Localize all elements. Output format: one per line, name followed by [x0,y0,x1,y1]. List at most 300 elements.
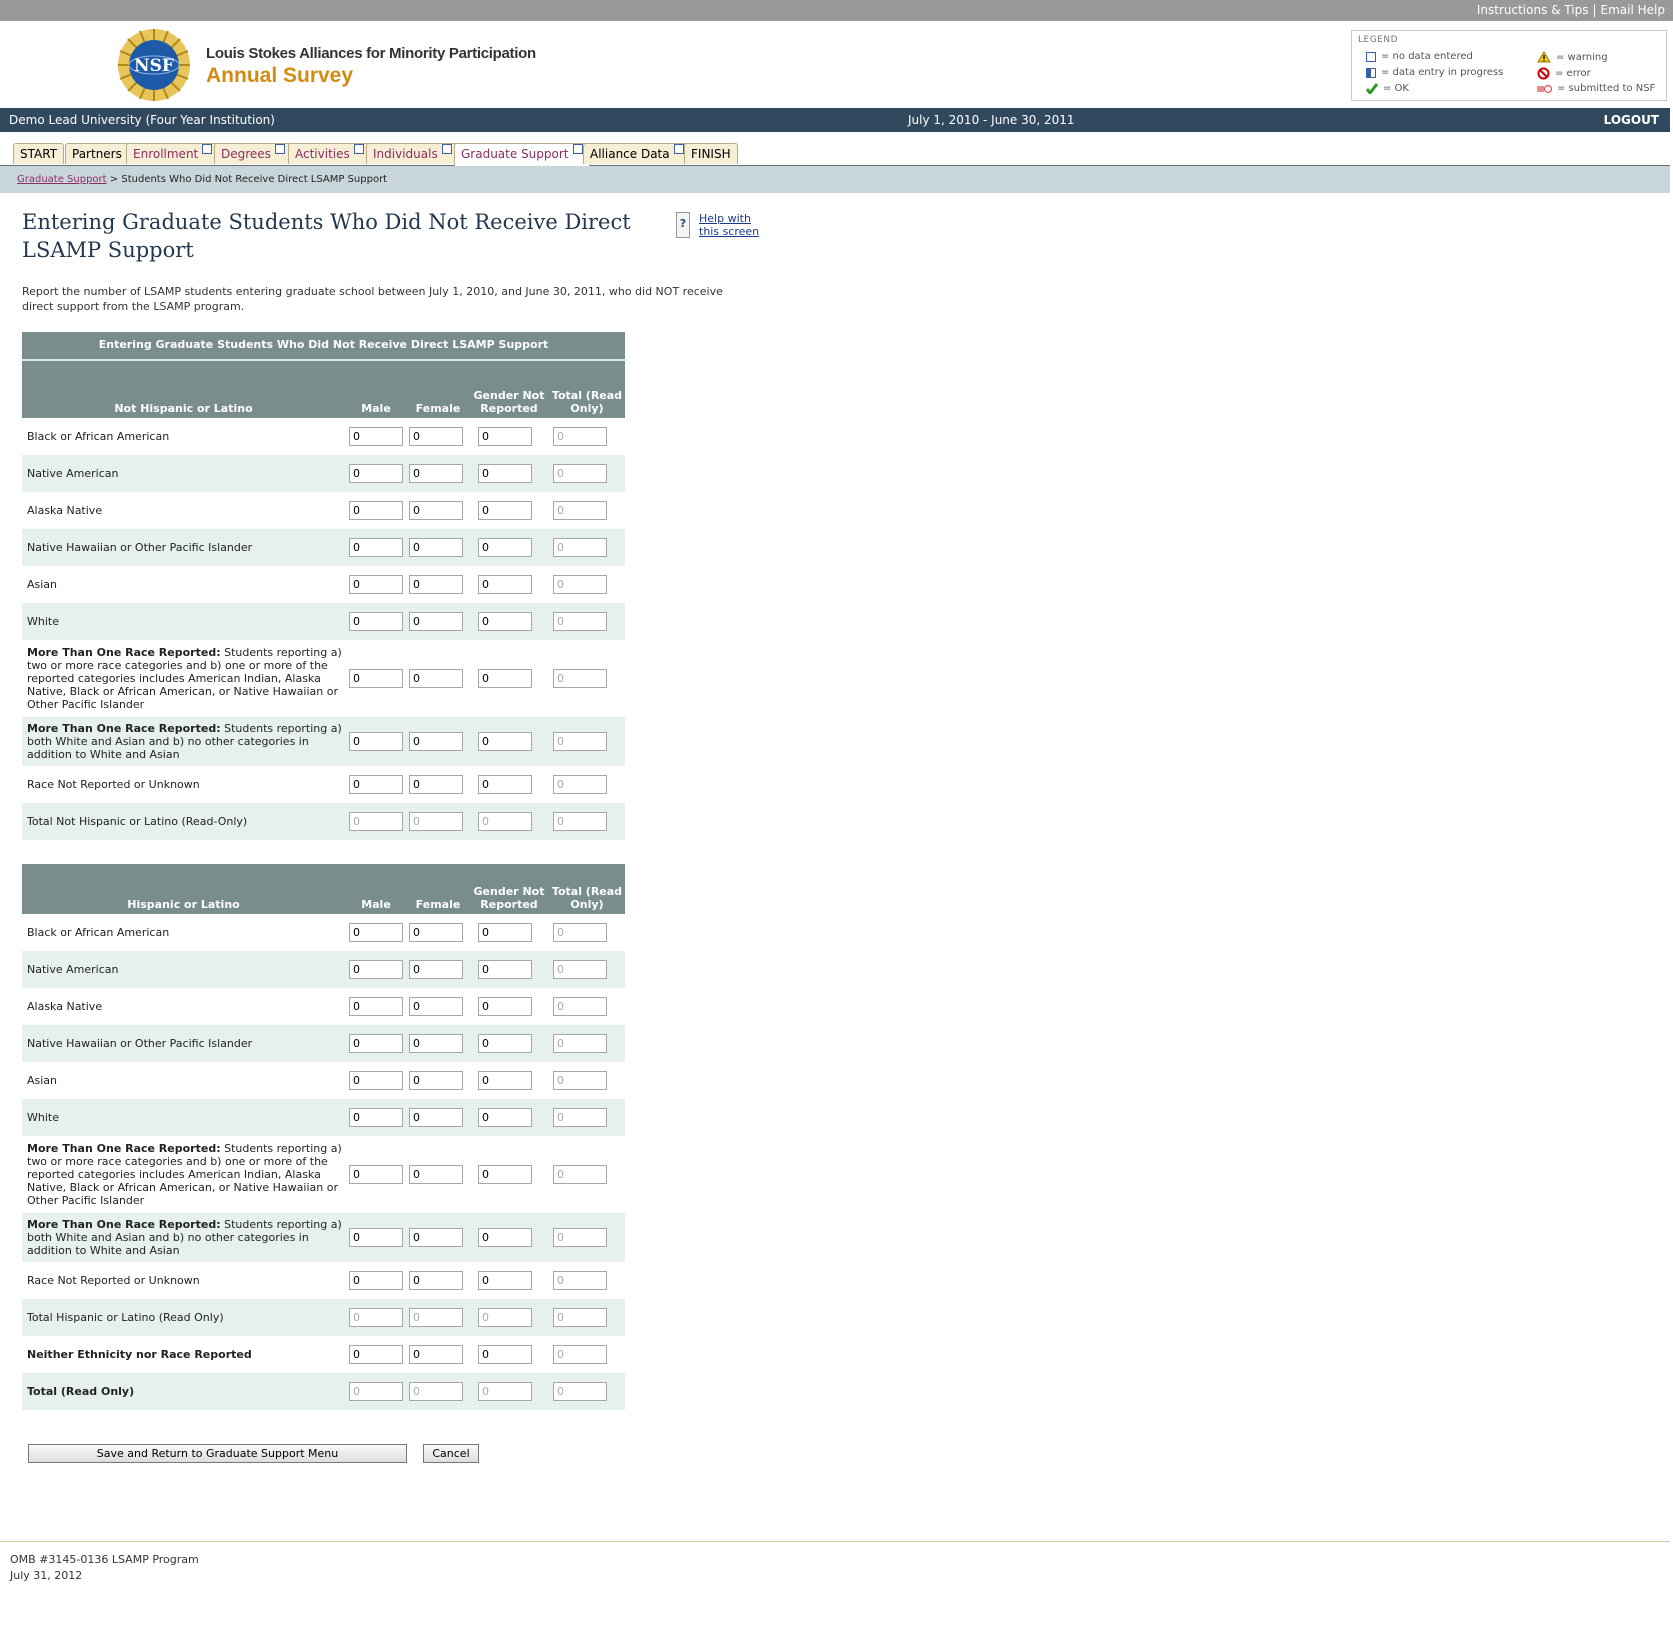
cell-total [549,1262,625,1299]
cell-gnr [469,566,549,603]
row-label-text: Students reporting a) both White and Asian and b) no other categories in addition to White and Asian [27,1218,342,1257]
no-data-box-icon [202,144,212,154]
cell-female [407,603,469,640]
cell-gnr [469,766,549,803]
male-input[interactable] [349,1345,403,1364]
footer-date: July 31, 2012 [10,1569,83,1582]
gender-not-reported-input[interactable] [478,923,532,942]
cell-total [549,566,625,603]
table-row [22,603,625,640]
cell-male [345,717,407,766]
male-input[interactable] [349,427,403,446]
female-input[interactable] [409,923,463,942]
row-label-text: Black or African American [27,430,170,443]
table-row [22,492,625,529]
cell-gnr [469,603,549,640]
cell-female [407,1213,469,1262]
female-input[interactable] [409,1165,463,1184]
no-data-box-icon [442,144,452,154]
gender-not-reported-input[interactable] [478,1345,532,1364]
table-header-row [22,361,625,418]
female-input[interactable] [409,775,463,794]
no-data-box-icon [354,144,364,154]
row-label-text: Alaska Native [27,504,103,517]
row-label-text: Native American [27,963,119,976]
cell-male [345,455,407,492]
female-input [409,1308,463,1327]
legend-error [1537,67,1591,80]
checkmark-icon [1366,83,1378,94]
col-total: Total (Read Only) [549,864,625,914]
table-row [22,1025,625,1062]
cell-total [549,1373,625,1410]
row-label [22,1262,345,1299]
male-input[interactable] [349,464,403,483]
female-input[interactable] [409,501,463,520]
main-content [22,208,760,1460]
gender-not-reported-input[interactable] [478,1071,532,1090]
male-input[interactable] [349,612,403,631]
table-row [22,717,625,766]
half-filled-box-icon [1366,68,1376,78]
brand [206,45,536,88]
tab-partners-label: Partners [72,147,122,161]
tab-graduate-support[interactable] [454,143,590,166]
total-input [553,427,607,446]
empty-box-icon [1366,52,1376,62]
male-input [349,1308,403,1327]
table-row [22,803,625,840]
footer-divider [0,1541,1670,1542]
cell-total [549,1299,625,1336]
total-input [553,1345,607,1364]
table-row [22,1099,625,1136]
male-input[interactable] [349,1165,403,1184]
tab-enrollment-label: Enrollment [133,147,199,161]
total-input [553,923,607,942]
row-label-text: White [27,1111,59,1124]
female-input[interactable] [409,1108,463,1127]
tab-degrees-label: Degrees [221,147,271,161]
gender-not-reported-input[interactable] [478,1165,532,1184]
gender-not-reported-input[interactable] [478,538,532,557]
tab-partners[interactable] [65,143,129,164]
logout-link[interactable]: LOGOUT [1603,113,1659,127]
row-label-text: Students reporting a) two or more race categories and b) one or more of the reported categories includes American Indian, Alaska Native, Black or African American, or Native Hawaiian or Other Pacific Islander [27,646,342,711]
table-row [22,529,625,566]
cell-female [407,1136,469,1213]
total-input [553,1165,607,1184]
row-label [22,988,345,1025]
cell-female [407,803,469,840]
total-input [553,538,607,557]
omb-number: OMB #3145-0136 LSAMP Program [10,1553,199,1566]
male-input[interactable] [349,1071,403,1090]
female-input[interactable] [409,1228,463,1247]
row-label [22,1213,345,1262]
male-input[interactable] [349,1108,403,1127]
row-label-text: Alaska Native [27,1000,103,1013]
male-input[interactable] [349,1034,403,1053]
col-female: Female [407,361,469,418]
table-row [22,1262,625,1299]
cell-male [345,951,407,988]
cell-gnr [469,1373,549,1410]
cell-male [345,603,407,640]
total-input [553,1228,607,1247]
cell-male [345,766,407,803]
cell-female [407,766,469,803]
row-label-text: Native American [27,467,119,480]
row-label-bold: More Than One Race Reported: [27,1218,221,1231]
cell-female [407,418,469,455]
header [0,21,1673,108]
row-label [22,1062,345,1099]
table-row [22,640,625,717]
total-input [553,669,607,688]
cell-male [345,1336,407,1373]
table1-caption-text: Entering Graduate Students Who Did Not Receive Direct LSAMP Support [22,332,625,361]
female-input[interactable] [409,1345,463,1364]
cell-male [345,988,407,1025]
reporting-period: July 1, 2010 - June 30, 2011 [908,113,1075,127]
table1-caption [22,332,625,361]
row-label [22,1025,345,1062]
row-label-text: Asian [27,578,58,591]
cell-male [345,529,407,566]
gender-not-reported-input [478,812,532,831]
tab-finish[interactable] [684,143,738,164]
cell-female [407,988,469,1025]
legend-in-progress-label: = data entry in progress [1381,67,1504,78]
female-input[interactable] [409,575,463,594]
col-gender-not-reported: Gender Not Reported [469,361,549,418]
cell-male [345,1099,407,1136]
row-label [22,529,345,566]
female-input[interactable] [409,997,463,1016]
female-input[interactable] [409,960,463,979]
cell-total [549,1025,625,1062]
row-label [22,1336,345,1373]
cell-female [407,914,469,951]
cell-female [407,492,469,529]
cell-gnr [469,455,549,492]
table-row [22,1136,625,1213]
page-title: Entering Graduate Students Who Did Not Receive Direct LSAMP Support [22,210,631,262]
total-input [553,1271,607,1290]
table-row [22,951,625,988]
gender-not-reported-input[interactable] [478,775,532,794]
cell-gnr [469,1099,549,1136]
female-input[interactable] [409,612,463,631]
save-return-button[interactable]: Save and Return to Graduate Support Menu [28,1444,407,1463]
table-hispanic [22,864,625,1410]
table-row [22,988,625,1025]
row-label [22,717,345,766]
nsf-logo-icon [117,28,191,102]
total-input [553,1308,607,1327]
cell-female [407,640,469,717]
row-label [22,1299,345,1336]
female-input[interactable] [409,732,463,751]
col-male: Male [345,361,407,418]
breadcrumb-current: Students Who Did Not Receive Direct LSAMP Support [121,174,388,185]
no-data-box-icon [275,144,285,154]
cell-total [549,455,625,492]
tab-enrollment[interactable] [126,143,219,164]
tab-activities-label: Activities [295,147,350,161]
cell-gnr [469,1136,549,1213]
cancel-button[interactable]: Cancel [423,1444,479,1463]
help-link[interactable]: Help with this screen [699,212,760,238]
nsf-logo-text: NSF [134,56,174,76]
female-input[interactable] [409,1071,463,1090]
cell-gnr [469,988,549,1025]
legend-ok [1366,83,1409,94]
col-group: Hispanic or Latino [22,864,345,914]
table-row [22,914,625,951]
cell-female [407,566,469,603]
breadcrumb-graduate-support-link[interactable]: Graduate Support [17,174,107,185]
legend-ok-label: = OK [1383,83,1409,94]
cell-total [549,1213,625,1262]
cell-gnr [469,1025,549,1062]
cell-total [549,803,625,840]
cell-gnr [469,640,549,717]
row-label-bold: Total (Read Only) [27,1385,135,1398]
cell-total [549,492,625,529]
row-label [22,1136,345,1213]
gender-not-reported-input[interactable] [478,1108,532,1127]
female-input[interactable] [409,1271,463,1290]
cell-female [407,1262,469,1299]
gender-not-reported-input[interactable] [478,575,532,594]
total-input [553,997,607,1016]
row-label [22,914,345,951]
no-data-box-icon [674,144,684,154]
tab-individuals-label: Individuals [373,147,438,161]
legend-in-progress [1366,67,1503,78]
tab-start[interactable] [13,143,64,164]
total-input [553,1108,607,1127]
table-row [22,1299,625,1336]
email-help-link[interactable]: Email Help [1600,3,1665,17]
gender-not-reported-input[interactable] [478,732,532,751]
cell-total [549,1136,625,1213]
cell-gnr [469,951,549,988]
row-label-text: White [27,615,59,628]
male-input[interactable] [349,501,403,520]
gender-not-reported-input[interactable] [478,1228,532,1247]
female-input[interactable] [409,1034,463,1053]
gender-not-reported-input[interactable] [478,960,532,979]
cell-male [345,1136,407,1213]
col-total: Total (Read Only) [549,361,625,418]
table-row [22,1062,625,1099]
cell-male [345,566,407,603]
total-input [553,775,607,794]
cell-female [407,1373,469,1410]
legend-submitted [1537,83,1655,94]
gender-not-reported-input[interactable] [478,997,532,1016]
gender-not-reported-input[interactable] [478,1034,532,1053]
row-label-text: Black or African American [27,926,170,939]
table-row [22,566,625,603]
cell-total [549,418,625,455]
female-input[interactable] [409,538,463,557]
tab-alliance-data[interactable] [583,143,691,164]
program-name: Louis Stokes Alliances for Minority Participation [206,45,536,62]
cell-total [549,1099,625,1136]
table-row [22,766,625,803]
row-label-text: Race Not Reported or Unknown [27,778,200,791]
cell-male [345,1373,407,1410]
row-label-text: Students reporting a) both White and Asian and b) no other categories in addition to White and Asian [27,722,342,761]
row-label [22,1099,345,1136]
total-input [553,464,607,483]
cell-female [407,717,469,766]
gender-not-reported-input[interactable] [478,464,532,483]
tab-activities[interactable] [288,143,371,164]
total-input [553,732,607,751]
cell-gnr [469,1336,549,1373]
row-label [22,418,345,455]
table-row [22,1213,625,1262]
male-input[interactable] [349,538,403,557]
female-input[interactable] [409,669,463,688]
male-input[interactable] [349,997,403,1016]
male-input[interactable] [349,960,403,979]
legend-error-label: = error [1555,68,1591,79]
total-input [553,575,607,594]
table-row [22,1336,625,1373]
cell-male [345,418,407,455]
row-label [22,455,345,492]
cell-gnr [469,492,549,529]
row-label [22,803,345,840]
no-data-box-icon [573,144,583,154]
col-female: Female [407,864,469,914]
tab-individuals[interactable] [366,143,459,164]
gender-not-reported-input[interactable] [478,501,532,520]
table-not-hispanic [22,361,625,840]
row-label [22,566,345,603]
cell-male [345,1262,407,1299]
col-male: Male [345,864,407,914]
col-group: Not Hispanic or Latino [22,361,345,418]
error-icon [1537,67,1550,80]
cell-female [407,1062,469,1099]
female-input[interactable] [409,427,463,446]
total-input [553,960,607,979]
cell-female [407,1336,469,1373]
cell-female [407,1299,469,1336]
tab-start-label: START [20,147,58,161]
cell-total [549,603,625,640]
survey-name: Annual Survey [206,64,354,87]
male-input[interactable] [349,732,403,751]
cell-male [345,492,407,529]
col-gender-not-reported: Gender Not Reported [469,864,549,914]
cell-gnr [469,529,549,566]
gender-not-reported-input [478,1308,532,1327]
cell-male [345,803,407,840]
gender-not-reported-input [478,1382,532,1401]
female-input [409,812,463,831]
gender-not-reported-input[interactable] [478,669,532,688]
legend-no-data-label: = no data entered [1381,51,1473,62]
cell-male [345,914,407,951]
cell-total [549,1062,625,1099]
row-label [22,951,345,988]
male-input[interactable] [349,1271,403,1290]
cell-gnr [469,914,549,951]
row-label-text: Students reporting a) two or more race categories and b) one or more of the reported categories includes American Indian, Alaska Native, Black or African American, or Native Hawaiian or Other Pacific Islander [27,1142,342,1207]
cell-male [345,1299,407,1336]
row-label [22,603,345,640]
row-label [22,766,345,803]
table-row [22,418,625,455]
male-input[interactable] [349,575,403,594]
cell-total [549,766,625,803]
row-label-text: Race Not Reported or Unknown [27,1274,200,1287]
cell-female [407,529,469,566]
female-input[interactable] [409,464,463,483]
male-input [349,812,403,831]
legend-warning-label: = warning [1556,51,1608,63]
tab-alliance-data-label: Alliance Data [590,147,670,161]
male-input[interactable] [349,1228,403,1247]
total-input [553,1034,607,1053]
row-label-text: Total Hispanic or Latino (Read Only) [27,1311,224,1324]
total-input [553,812,607,831]
tab-degrees[interactable] [214,143,292,164]
instructions-link[interactable]: Instructions & Tips [1476,3,1589,17]
total-input [553,501,607,520]
male-input[interactable] [349,775,403,794]
total-input [553,1382,607,1401]
breadcrumb [0,166,1670,193]
cell-gnr [469,1262,549,1299]
row-label-bold: More Than One Race Reported: [27,722,221,735]
submitted-icon [1537,84,1552,94]
cell-gnr [469,803,549,840]
utility-separator: | [1592,3,1597,17]
cell-male [345,640,407,717]
row-label [22,1373,345,1410]
row-label [22,640,345,717]
row-label-text: Asian [27,1074,58,1087]
legend-no-data [1366,51,1473,62]
cell-female [407,455,469,492]
cell-gnr [469,418,549,455]
cell-female [407,1099,469,1136]
gender-not-reported-input[interactable] [478,1271,532,1290]
utility-bar [0,0,1673,21]
help-icon[interactable]: ? [676,212,690,238]
cell-gnr [469,1299,549,1336]
legend-title: LEGEND [1358,35,1399,45]
breadcrumb-separator: > [109,174,119,185]
male-input[interactable] [349,669,403,688]
gender-not-reported-input[interactable] [478,612,532,631]
gender-not-reported-input[interactable] [478,427,532,446]
tab-bar [0,132,1670,166]
female-input [409,1382,463,1401]
row-label-bold: More Than One Race Reported: [27,646,221,659]
total-input [553,1071,607,1090]
male-input[interactable] [349,923,403,942]
